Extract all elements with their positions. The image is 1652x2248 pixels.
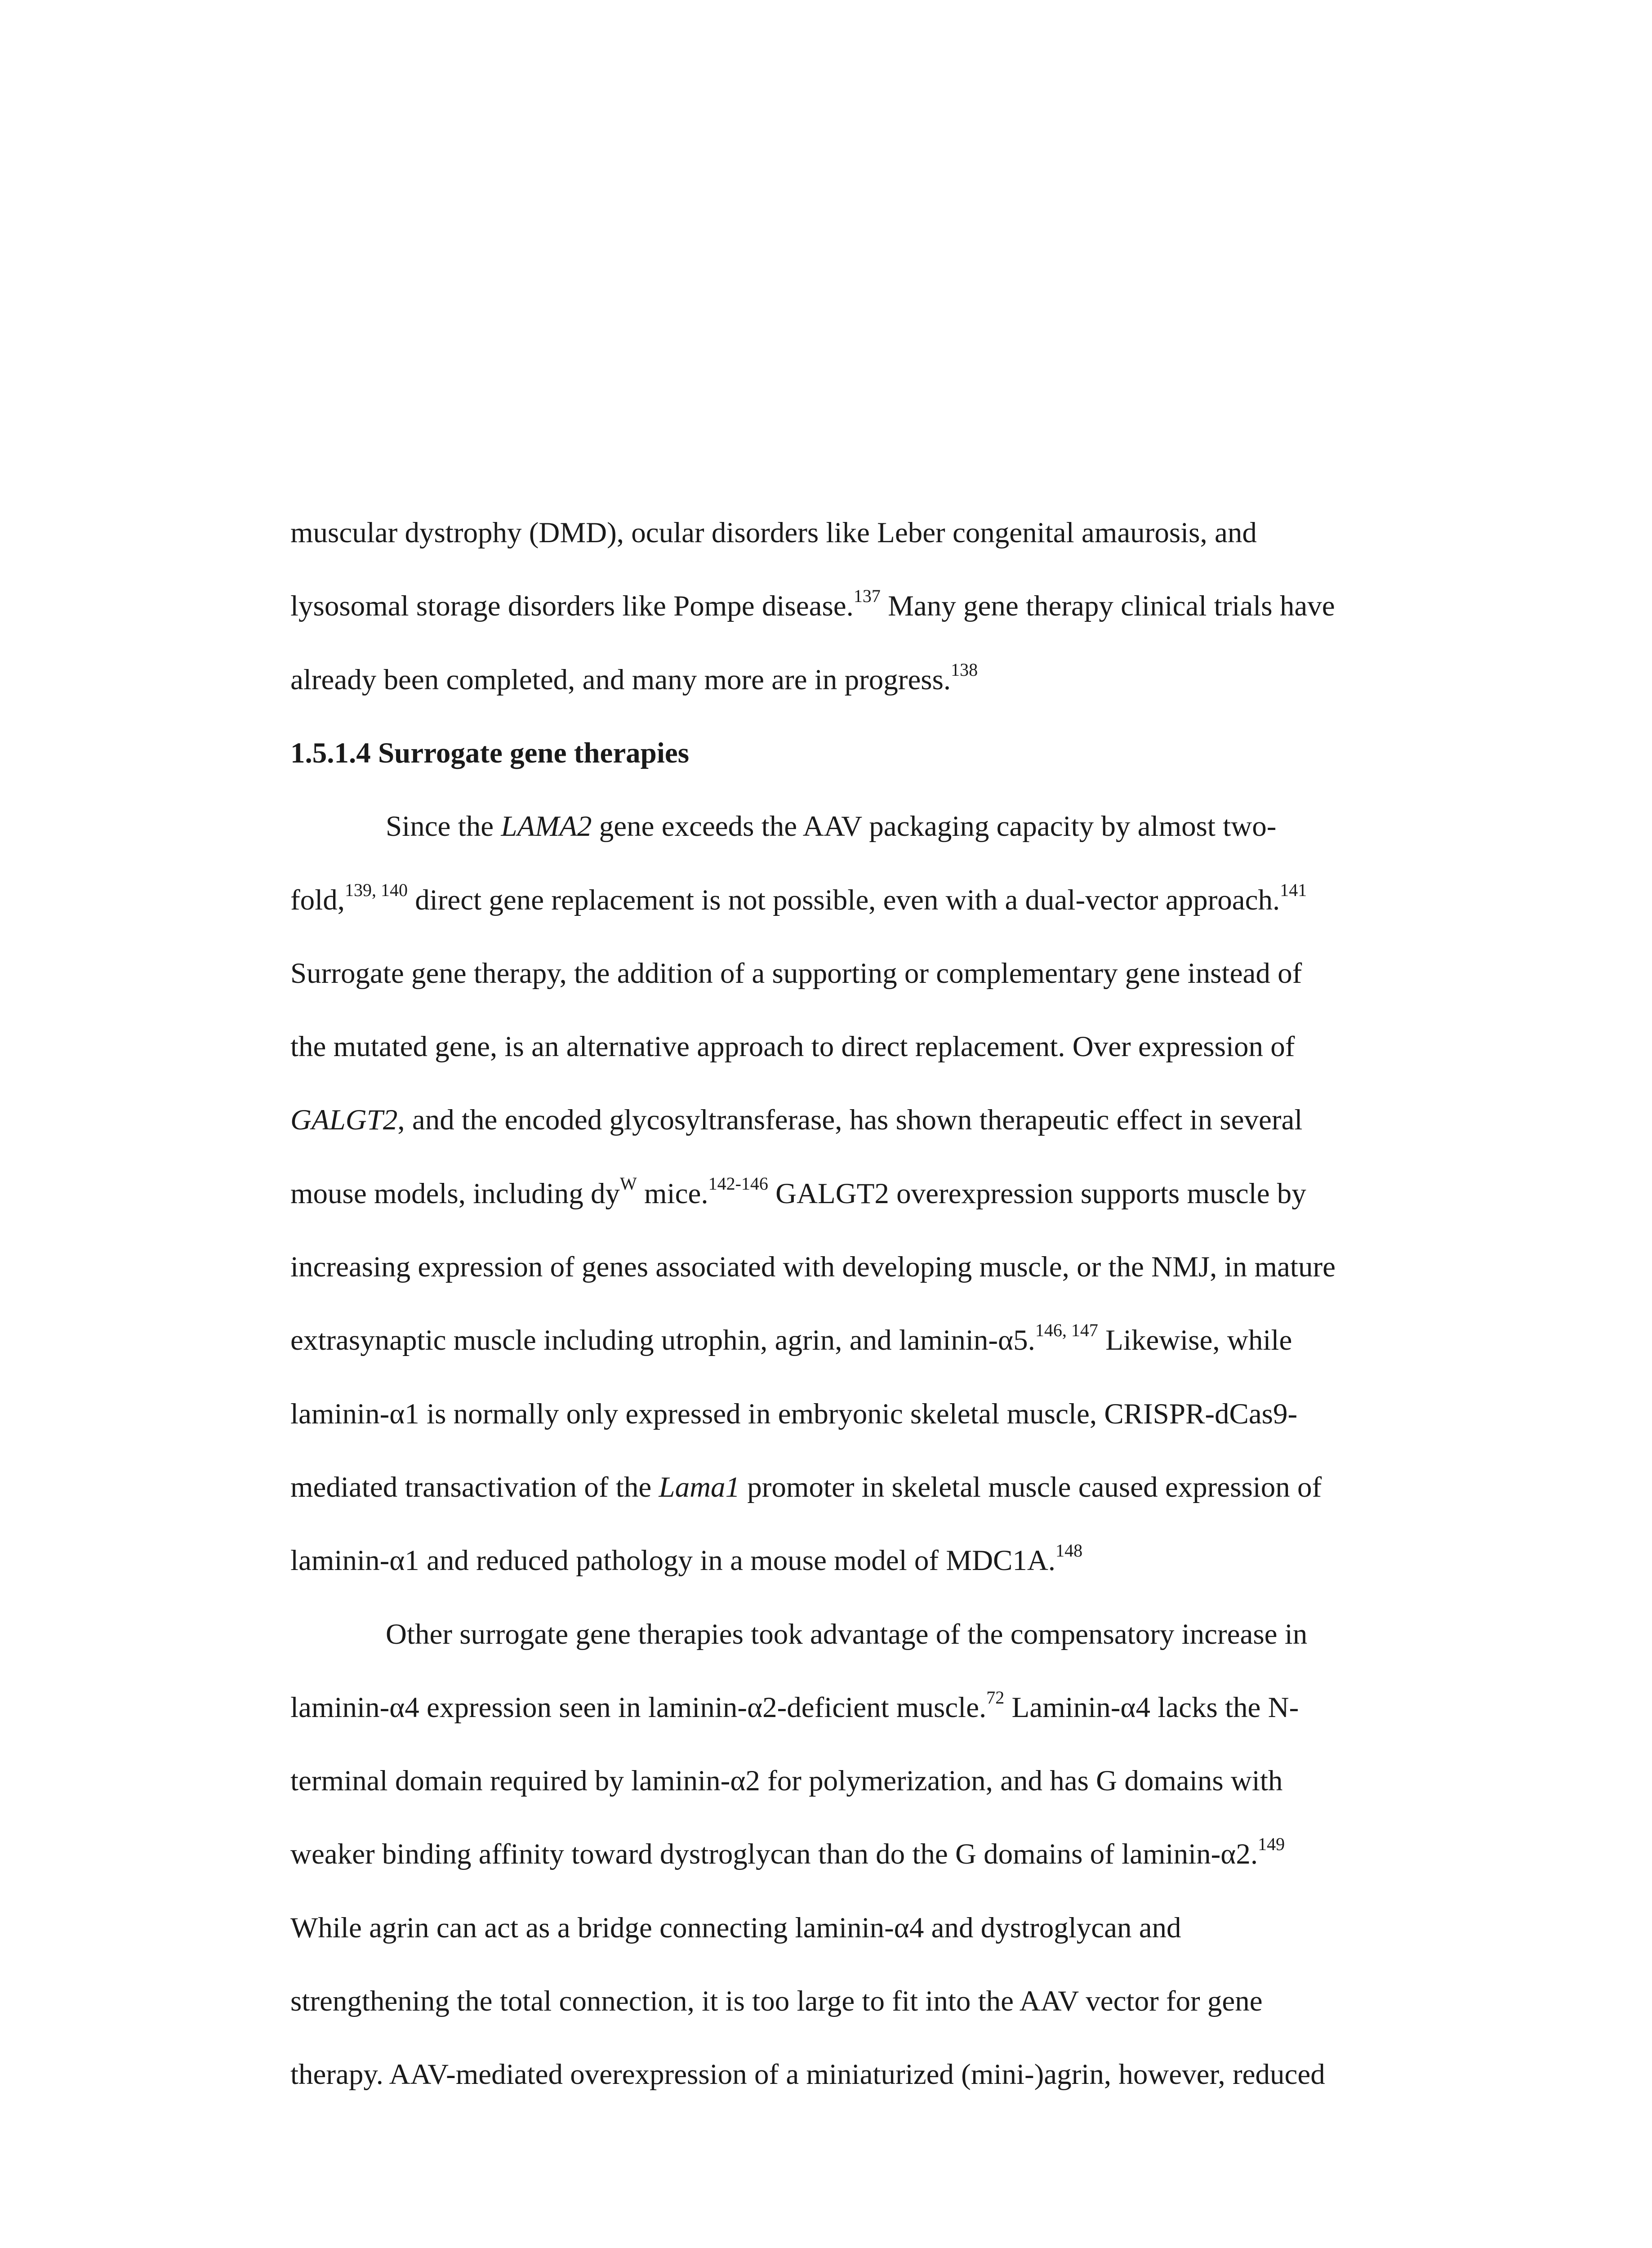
body-text-line: muscular dystrophy (DMD), ocular disorders like Leber congenital amaurosis, and bbox=[290, 517, 1257, 549]
body-text-line: GALGT2, and the encoded glycosyltransferase, has shown therapeutic effect in several bbox=[290, 1104, 1303, 1136]
body-text-line: weaker binding affinity toward dystroglycan than do the G domains of laminin-α2.$^{149}$ bbox=[290, 1834, 1285, 1870]
allele-superscript: W bbox=[620, 1173, 637, 1194]
body-text-line: fold,$^{139, 140}$ direct gene replacement is not possible, even with a dual-vector approach.$^{141}$ bbox=[290, 880, 1307, 916]
citation-superscript: 138 bbox=[951, 660, 978, 680]
body-text-line: lysosomal storage disorders like Pompe disease.$^{137}$ Many gene therapy clinical trials have bbox=[290, 586, 1335, 622]
body-text-line: terminal domain required by laminin-α2 for polymerization, and has G domains with bbox=[290, 1765, 1283, 1797]
body-text-line: extrasynaptic muscle including utrophin, agrin, and laminin-α5.$^{146, 147}$ Likewise, while bbox=[290, 1320, 1292, 1356]
citation-superscript: 148 bbox=[1055, 1540, 1083, 1561]
gene-name: Lama1 bbox=[659, 1471, 740, 1503]
citation-superscript: 142-146 bbox=[708, 1173, 768, 1194]
paragraph-first-line: Since the LAMA2 gene exceeds the AAV packaging capacity by almost two- bbox=[386, 810, 1277, 843]
body-text-line: Surrogate gene therapy, the addition of a supporting or complementary gene instead of bbox=[290, 957, 1302, 990]
section-heading: 1.5.1.4 Surrogate gene therapies bbox=[290, 737, 690, 769]
body-text-line: the mutated gene, is an alternative approach to direct replacement. Over expression of bbox=[290, 1030, 1295, 1063]
body-text-line: laminin-α1 and reduced pathology in a mouse model of MDC1A.$^{148}$ bbox=[290, 1540, 1083, 1577]
body-text-line: mediated transactivation of the Lama1 promoter in skeletal muscle caused expression of bbox=[290, 1471, 1322, 1503]
citation-superscript: 141 bbox=[1280, 880, 1307, 900]
body-text-line: already been completed, and many more are in progress.$^{138}$ bbox=[290, 660, 978, 696]
citation-superscript: 139, 140 bbox=[344, 880, 408, 900]
citation-superscript: 149 bbox=[1258, 1834, 1285, 1854]
body-text-line: strengthening the total connection, it is too large to fit into the AAV vector for gene bbox=[290, 1985, 1263, 2017]
citation-superscript: 146, 147 bbox=[1035, 1320, 1098, 1340]
body-text-line: mouse models, including $dy^W$ mice.$^{142-146}$ GALGT2 overexpression supports muscle by bbox=[290, 1173, 1306, 1210]
body-text-line: increasing expression of genes associated with developing muscle, or the NMJ, in mature bbox=[290, 1251, 1336, 1283]
body-text-line: therapy. AAV-mediated overexpression of a miniaturized (mini-)agrin, however, reduced bbox=[290, 2058, 1325, 2091]
citation-superscript: 137 bbox=[853, 586, 881, 606]
body-text-line: While agrin can act as a bridge connecting laminin-α4 and dystroglycan and bbox=[290, 1912, 1181, 1944]
gene-name: LAMA2 bbox=[501, 810, 592, 843]
body-text-line: laminin-α1 is normally only expressed in embryonic skeletal muscle, CRISPR-dCas9- bbox=[290, 1398, 1298, 1430]
paragraph-first-line: Other surrogate gene therapies took advantage of the compensatory increase in bbox=[386, 1618, 1308, 1650]
gene-name: GALGT2 bbox=[290, 1104, 398, 1136]
body-text-line: laminin-α4 expression seen in laminin-α2-deficient muscle.$^{72}$ Laminin-α4 lacks the N- bbox=[290, 1687, 1299, 1724]
citation-superscript: 72 bbox=[986, 1687, 1005, 1708]
